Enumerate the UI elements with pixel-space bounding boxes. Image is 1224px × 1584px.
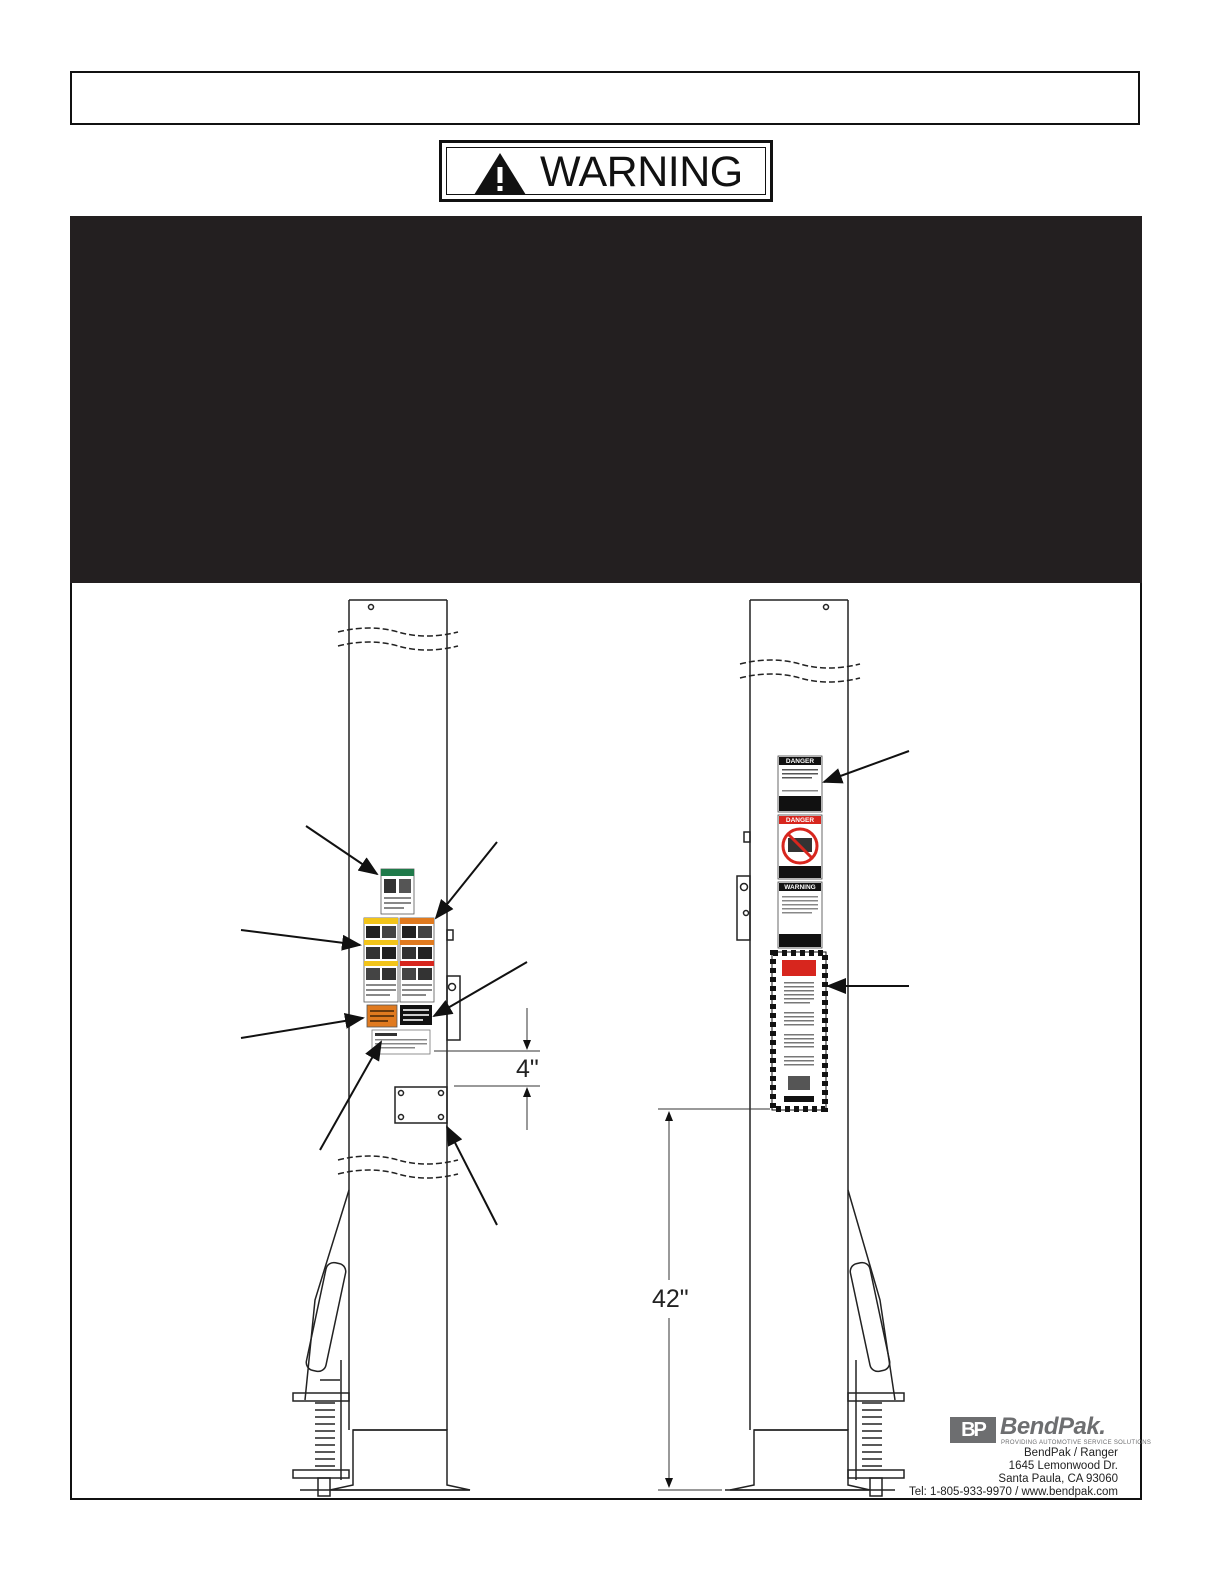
logo-tagline: PROVIDING AUTOMOTIVE SERVICE SOLUTIONS [1001, 1440, 1152, 1446]
decal-lifting-points-orange [400, 918, 434, 1002]
bendpak-logo [950, 1413, 1152, 1447]
decal-caution-orange [367, 1005, 397, 1027]
address-line-4: Tel: 1-805-933-9970 / www.bendpak.com [908, 1486, 1118, 1498]
left-decals [364, 869, 434, 1054]
dimension-4in-label: 4" [516, 1055, 539, 1083]
warning-label: WARNING [540, 148, 743, 196]
decal-danger-label: DANGER [785, 758, 815, 765]
address-line-3: Santa Paula, CA 93060 [998, 1473, 1118, 1485]
decal-striped-warning [772, 952, 826, 1110]
company-address [909, 1447, 1118, 1499]
decal-danger-label-2: DANGER [785, 817, 815, 824]
decal-warning-label: WARNING [784, 884, 816, 891]
right-decals [772, 756, 826, 1110]
logo-mark: BP [950, 1417, 996, 1443]
decal-danger-no-vehicle [778, 815, 822, 879]
decal-warning-mid [778, 882, 822, 948]
logo-name: BendPak. [1000, 1413, 1106, 1440]
address-line-2: 1645 Lemonwood Dr. [1008, 1460, 1118, 1472]
decal-operating-instructions [381, 869, 414, 914]
decal-lifting-points-yellow [364, 918, 398, 1002]
dimension-42in-label: 42" [652, 1285, 689, 1313]
decal-notice-black [400, 1005, 432, 1025]
address-line-1: BendPak / Ranger [1024, 1447, 1118, 1459]
